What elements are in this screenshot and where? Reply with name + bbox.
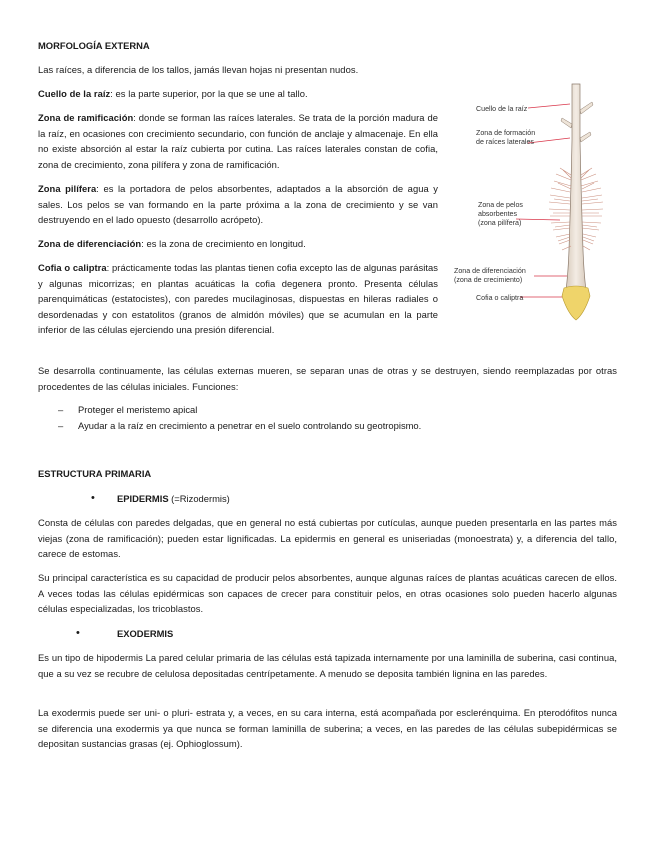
intro-paragraph: Las raíces, a diferencia de los tallos, jamás llevan hojas ni presentan nudos. (38, 64, 359, 75)
label-diferenciacion: Zona de diferenciación (454, 267, 526, 275)
bullet: • (76, 627, 80, 639)
root-cap (562, 286, 590, 320)
list-item: Proteger el meristemo apical (78, 404, 198, 415)
exodermis-paragraph-2: La exodermis puede ser uni- o pluri- estrata y, a veces, en su cara interna, está acompañada por esclerénquima. En pterodófitos nunca se diferencia una exodermis ya que nunca se forman laminilla de suberina; a veces, en las paredes de las células subepidérmicas se depositan sustancias grasas (ej. Ophioglossum). (38, 707, 617, 750)
cofia-term: Cofia o caliptra (38, 262, 107, 273)
root-diagram-svg (450, 80, 635, 328)
cofia-paragraph: Cofia o caliptra: prácticamente todas las plantas tienen cofia excepto las de algunas parásitas y algunas micorrizas; en plantas acuáticas la cofia degenera pronto. Presenta células parenquimáticas (estatocistes), con paredes mucilaginosas, dispuestas en hileras radiales o desordenadas y con estatolitos (granos de almidón móviles) que se acumulan en la parte inferior de las células ejerciendo una presión diferencial. (38, 262, 438, 336)
label-formacion: de raíces laterales (476, 138, 534, 146)
diferenciacion-paragraph: Zona de diferenciación: es la zona de crecimiento en longitud. (38, 238, 306, 249)
heading-morfologia: MORFOLOGÍA EXTERNA (38, 40, 150, 51)
pilifera-term: Zona pilífera (38, 183, 97, 194)
ramificacion-term: Zona de ramificación (38, 112, 134, 123)
lateral-root (561, 118, 572, 128)
cofia-continuation: Se desarrolla continuamente, las células externas mueren, se separan unas de otras y se destruyen, siendo reemplazadas por otras procedentes de las células iniciales. Funciones: (38, 365, 617, 392)
epidermis-paragraph-1: Consta de células con paredes delgadas, que en general no está cubiertas por cutículas, aunque pueden presentarla en las partes más viejas (zona de ramificación); pueden estar lignificadas. La epidermis en general es uniseriadas (monoestrata) y, a diferencia del tallo, carece de estomas. (38, 517, 617, 560)
lateral-root (580, 102, 593, 114)
epidermis-paragraph-2: Su principal característica es su capacidad de producir pelos absorbentes, aunque algunas raíces de plantas acuáticas carecen de ellos. A veces todas las células epidérmicas son capaces de crecer para constituir pelos, en otras ocasiones solo pueden hacerlo algunas células especializadas, los tricoblastos. (38, 572, 617, 615)
label-formacion: Zona de formación (476, 129, 536, 137)
label-pelos: Zona de pelos (478, 201, 523, 209)
ramificacion-paragraph: Zona de ramificación: donde se forman las raíces laterales. Se trata de la porción madura de la raíz, en ocasiones con crecimiento secundario, con función de anclaje y almacenaje. En ella no existe absorción al estar la raíz cubierta por cutina. Las raíces laterales constan de cofia, zona de crecimiento, zona pilífera y zona de ramificación. (38, 112, 438, 170)
exodermis-paragraph-1: Es un tipo de hipodermis La pared celular primaria de las células está tapizada internamente por una laminilla de suberina, casi continua, que a su vez se recubre de celulosa depositadas centrípetamente. A menudo se deposita también lignina en las paredes. (38, 652, 617, 679)
cuello-paragraph: Cuello de la raíz: es la parte superior, por la que se une al tallo. (38, 88, 308, 99)
list-dash: – (58, 420, 64, 431)
heading-estructura: ESTRUCTURA PRIMARIA (38, 468, 152, 479)
label-pelos: absorbentes (478, 210, 518, 218)
label-cofia: Cofia o caliptra (476, 294, 524, 302)
lateral-root (580, 132, 591, 142)
label-cuello: Cuello de la raíz (476, 105, 528, 113)
list-item: Ayudar a la raíz en crecimiento a penetrar en el suelo controlando su geotropismo. (78, 420, 422, 431)
cuello-term: Cuello de la raíz (38, 88, 111, 99)
subheading-epidermis: EPIDERMIS (=Rizodermis) (117, 493, 230, 504)
diferenciacion-term: Zona de diferenciación (38, 238, 142, 249)
list-dash: – (58, 404, 64, 415)
root-body (566, 84, 586, 290)
label-diferenciacion: (zona de crecimiento) (454, 276, 523, 284)
root-diagram (450, 80, 635, 328)
bullet: • (91, 492, 95, 504)
subheading-exodermis: EXODERMIS (117, 628, 174, 639)
pilifera-paragraph: Zona pilífera: es la portadora de pelos absorbentes, adaptados a la absorción de agua y sales. Los pelos se van formando en la parte próxima a la zona de crecimiento y se van destruyendo en el lado opuesto (desarrollo acrópeto). (38, 183, 438, 226)
label-pelos: (zona pilífera) (478, 219, 522, 227)
